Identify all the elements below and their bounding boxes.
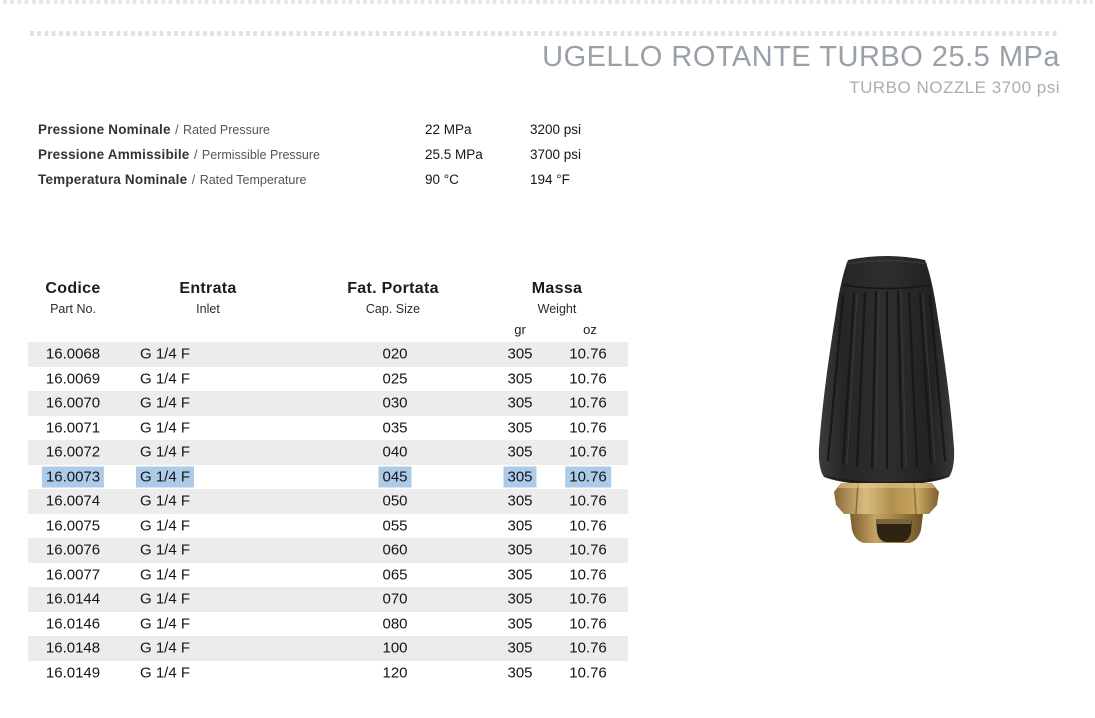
cell-weight-oz: 10.76	[569, 664, 607, 682]
title-block	[542, 41, 1060, 98]
cell-cap-size: 120	[382, 664, 408, 682]
cell-cap-size: 065	[382, 566, 408, 584]
cell-inlet: G 1/4 F	[139, 590, 191, 608]
cell-part-no: 16.0149	[45, 664, 101, 682]
table-row[interactable]	[28, 563, 628, 588]
cell-weight-gr: 305	[507, 394, 533, 412]
spec-value-imperial: 3700 psi	[530, 146, 582, 162]
cell-part-no: 16.0148	[45, 639, 101, 657]
cell-cap-size: 025	[382, 370, 408, 388]
spec-separator: /	[191, 172, 196, 187]
cell-cap-size: 070	[382, 590, 408, 608]
table-row[interactable]	[28, 661, 628, 686]
column-header-it: Massa	[531, 280, 583, 297]
cell-weight-gr: 305	[503, 466, 536, 487]
cell-part-no: 16.0070	[45, 394, 101, 412]
column-header-it: Entrata	[179, 280, 237, 297]
column-header-cap-size	[347, 280, 439, 316]
cell-inlet: G 1/4 F	[139, 419, 191, 437]
cell-inlet: G 1/4 F	[139, 639, 191, 657]
cell-weight-oz: 10.76	[569, 615, 607, 633]
cell-cap-size: 050	[382, 492, 408, 510]
spec-label-en: Rated Pressure	[183, 123, 270, 137]
cell-weight-gr: 305	[507, 566, 533, 584]
cell-inlet: G 1/4 F	[139, 517, 191, 535]
column-header-en: Weight	[537, 302, 577, 316]
cell-weight-oz: 10.76	[565, 466, 611, 487]
cell-weight-oz: 10.76	[569, 345, 607, 363]
cell-part-no: 16.0077	[45, 566, 101, 584]
column-header-en: Part No.	[50, 302, 96, 316]
column-header-en: Inlet	[196, 302, 220, 316]
spec-separator: /	[175, 123, 179, 137]
spec-label-it: Pressione Nominale	[38, 122, 171, 137]
cell-weight-gr: 305	[507, 370, 533, 388]
table-row[interactable]	[28, 391, 628, 416]
spec-label-en: Permissible Pressure	[201, 147, 320, 162]
cell-inlet: G 1/4 F	[139, 345, 191, 363]
spec-label-it: Temperatura Nominale	[38, 171, 188, 187]
spec-value-imperial: 3200 psi	[530, 122, 582, 137]
cell-weight-gr: 305	[507, 517, 533, 535]
spec-block	[38, 121, 678, 195]
cell-weight-gr: 305	[507, 345, 533, 363]
cell-inlet: G 1/4 F	[139, 443, 191, 461]
spec-value-metric: 22 MPa	[425, 122, 472, 137]
cell-part-no: 16.0072	[45, 443, 101, 461]
spec-label-en: Rated Temperature	[199, 172, 307, 187]
spec-value-metric: 90 °C	[425, 171, 459, 187]
cell-part-no: 16.0144	[45, 590, 101, 608]
cell-weight-gr: 305	[507, 615, 533, 633]
table-row[interactable]	[28, 465, 628, 490]
cell-cap-size: 055	[382, 517, 408, 535]
cell-weight-gr: 305	[507, 419, 533, 437]
column-header-it: Codice	[45, 280, 101, 297]
cell-part-no: 16.0073	[42, 466, 104, 487]
cell-cap-size: 020	[382, 345, 408, 363]
spec-separator: /	[193, 147, 198, 162]
spec-row-rated-pressure	[38, 121, 678, 146]
cell-cap-size: 100	[382, 639, 408, 657]
cell-weight-gr: 305	[507, 492, 533, 510]
cell-inlet: G 1/4 F	[139, 492, 191, 510]
cell-part-no: 16.0075	[45, 517, 101, 535]
table-row[interactable]	[28, 367, 628, 392]
cell-cap-size: 080	[382, 615, 408, 633]
unit-header-gr: gr	[514, 322, 526, 337]
column-header-inlet	[179, 280, 236, 316]
cell-weight-gr: 305	[507, 443, 533, 461]
cell-inlet: G 1/4 F	[139, 541, 191, 559]
column-header-it: Fat. Portata	[347, 280, 439, 297]
cell-weight-gr: 305	[507, 541, 533, 559]
cell-part-no: 16.0076	[45, 541, 101, 559]
cell-weight-oz: 10.76	[569, 443, 607, 461]
cell-weight-oz: 10.76	[569, 590, 607, 608]
spec-value-imperial: 194 °F	[530, 171, 570, 187]
spec-row-permissible-pressure	[38, 146, 678, 171]
spec-label-it: Pressione Ammissibile	[38, 146, 190, 162]
cell-part-no: 16.0146	[45, 615, 101, 633]
cell-inlet: G 1/4 F	[139, 394, 191, 412]
table-row[interactable]	[28, 538, 628, 563]
cell-inlet: G 1/4 F	[136, 466, 194, 487]
page-subtitle: TURBO NOZZLE 3700 psi	[849, 78, 1060, 97]
cell-cap-size: 040	[382, 443, 408, 461]
cell-inlet: G 1/4 F	[139, 566, 191, 584]
cell-weight-gr: 305	[507, 590, 533, 608]
table-body	[28, 342, 628, 685]
column-header-en: Cap. Size	[365, 302, 421, 316]
table-row[interactable]	[28, 612, 628, 637]
column-header-weight	[532, 280, 582, 316]
spec-row-rated-temperature	[38, 171, 678, 196]
top-dotted-rule	[3, 0, 1093, 4]
cell-weight-oz: 10.76	[569, 566, 607, 584]
cell-weight-gr: 305	[507, 639, 533, 657]
cell-inlet: G 1/4 F	[139, 615, 191, 633]
table-row[interactable]	[28, 440, 628, 465]
cell-part-no: 16.0074	[45, 492, 101, 510]
unit-header-oz: oz	[583, 322, 597, 337]
cell-weight-oz: 10.76	[569, 541, 607, 559]
table-row[interactable]	[28, 416, 628, 441]
cell-part-no: 16.0068	[45, 345, 101, 363]
spec-value-metric: 25.5 MPa	[425, 146, 483, 162]
cell-inlet: G 1/4 F	[139, 664, 191, 682]
product-image-turbo-nozzle	[810, 252, 960, 547]
column-header-part-no	[45, 280, 100, 316]
table-row[interactable]	[28, 636, 628, 661]
cell-cap-size: 060	[382, 541, 408, 559]
cell-cap-size: 030	[382, 394, 408, 412]
cell-weight-oz: 10.76	[569, 394, 607, 412]
cell-cap-size: 045	[378, 466, 411, 487]
cell-inlet: G 1/4 F	[139, 370, 191, 388]
page-title: UGELLO ROTANTE TURBO 25.5 MPa	[542, 41, 1060, 73]
cell-weight-oz: 10.76	[569, 517, 607, 535]
table-row[interactable]	[28, 489, 628, 514]
cell-weight-oz: 10.76	[569, 370, 607, 388]
cell-cap-size: 035	[382, 419, 408, 437]
title-dotted-rule	[30, 31, 1058, 36]
cell-weight-oz: 10.76	[569, 492, 607, 510]
cell-weight-oz: 10.76	[569, 639, 607, 657]
table-row[interactable]	[28, 514, 628, 539]
table-row[interactable]	[28, 342, 628, 367]
cell-weight-oz: 10.76	[569, 419, 607, 437]
cell-part-no: 16.0071	[45, 419, 101, 437]
cell-weight-gr: 305	[507, 664, 533, 682]
cell-part-no: 16.0069	[45, 370, 101, 388]
table-row[interactable]	[28, 587, 628, 612]
